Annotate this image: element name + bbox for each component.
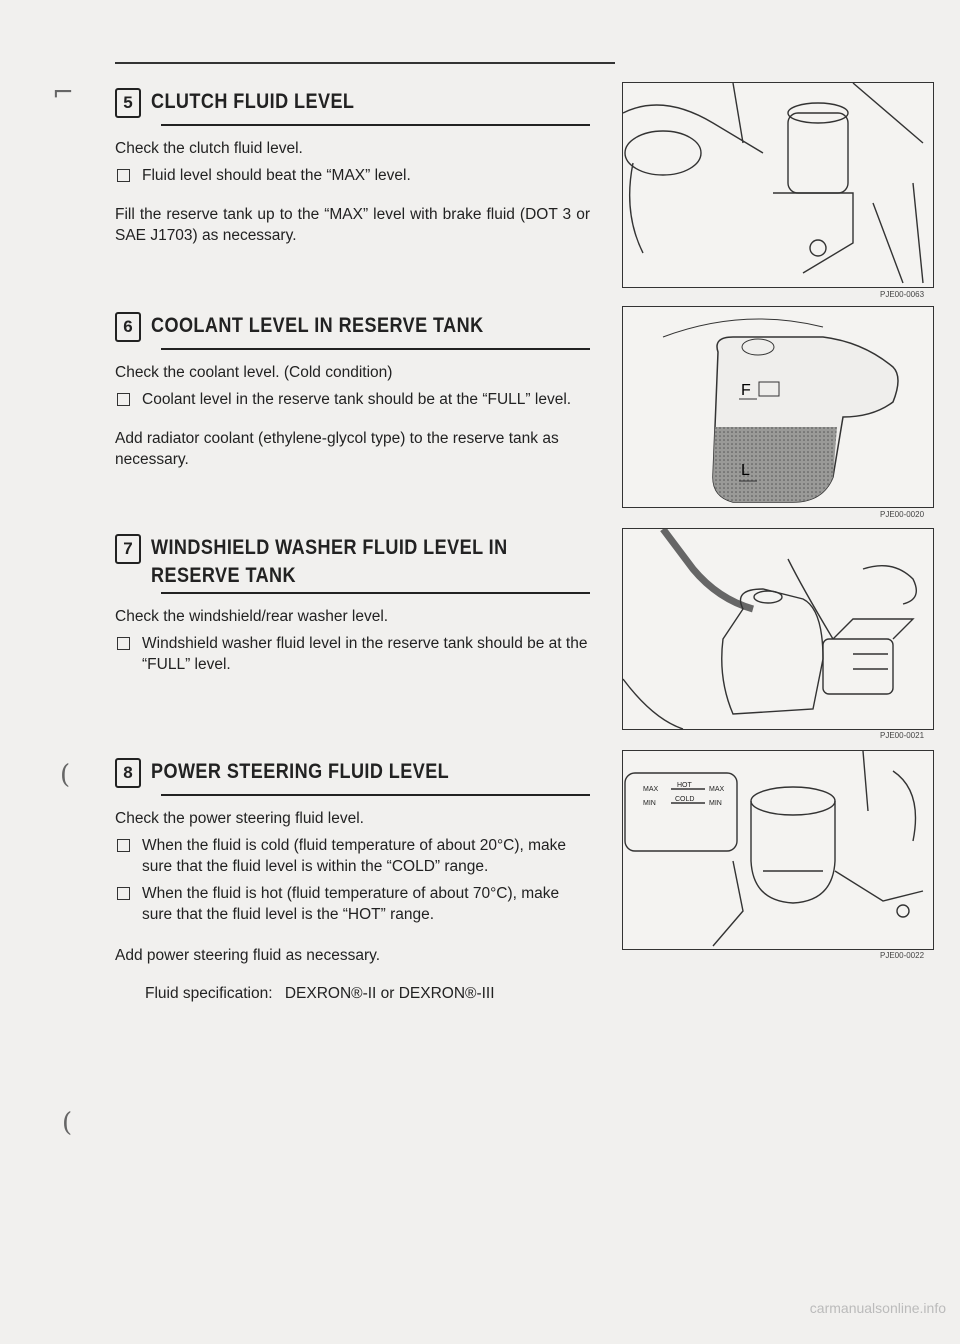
section-number: 7: [115, 534, 141, 564]
figure-coolant-tank: [622, 306, 934, 508]
margin-mark: (: [60, 760, 71, 790]
title-rule: [161, 794, 590, 796]
cold-label: COLD: [675, 796, 695, 803]
power-steering-reservoir-illustration: [623, 751, 933, 949]
checkbox-icon: [117, 169, 130, 182]
section-title: COOLANT LEVEL IN RESERVE TANK: [151, 314, 484, 337]
checkbox-icon: [117, 637, 130, 650]
section-title-line-2: RESERVE TANK: [151, 564, 296, 587]
spec-value: DEXRON®-II or DEXRON®-III: [284, 985, 495, 1002]
checkbox-icon: [117, 887, 130, 900]
margin-mark: (: [62, 1108, 73, 1138]
figure-code: PJE00-0063: [880, 290, 925, 299]
footer-watermark: carmanualsonline.info: [809, 1300, 946, 1316]
min-label-right: MIN: [709, 800, 722, 807]
figure-code: PJE00-0021: [880, 731, 925, 740]
fluid-specification: [145, 985, 503, 1003]
washer-tank-illustration: [623, 529, 933, 729]
checklist-text: Fluid level should beat the “MAX” level.: [142, 167, 411, 184]
coolant-tank-illustration: [623, 307, 933, 507]
section-note: Add radiator coolant (ethylene-glycol type) to the reserve tank as necessary.: [115, 430, 559, 468]
checkbox-icon: [117, 839, 130, 852]
spec-label: Fluid specification:: [145, 985, 273, 1002]
checkbox-icon: [117, 393, 130, 406]
max-label-right: MAX: [709, 786, 725, 793]
section-clutch-fluid: [115, 88, 590, 246]
figure-code: PJE00-0020: [880, 510, 925, 519]
title-rule: [161, 348, 590, 350]
min-label-left: MIN: [643, 800, 656, 807]
section-note: Fill the reserve tank up to the “MAX” level with brake fluid (DOT 3 or SAE J1703) as necessary.: [115, 206, 590, 244]
section-washer-fluid: [115, 534, 590, 675]
section-title: POWER STEERING FLUID LEVEL: [151, 760, 450, 783]
low-mark-label: L: [741, 462, 750, 479]
clutch-reservoir-illustration: [623, 83, 933, 287]
section-title: CLUTCH FLUID LEVEL: [151, 90, 355, 113]
section-intro: Check the windshield/rear washer level.: [115, 608, 389, 625]
section-power-steering: [115, 758, 590, 966]
section-number: 6: [115, 312, 141, 342]
checklist-text: Coolant level in the reserve tank should be at the “FULL” level.: [142, 391, 572, 408]
checklist-text: When the fluid is cold (fluid temperature of about 20°C), make sure that the fluid level is within the “COLD” range.: [142, 837, 567, 875]
section-coolant-level: [115, 312, 590, 470]
checklist-item: [115, 389, 590, 410]
checklist-item: [115, 835, 590, 877]
figure-code: PJE00-0022: [880, 951, 925, 960]
section-title-line-1: WINDSHIELD WASHER FLUID LEVEL IN: [151, 536, 508, 559]
checklist-text: When the fluid is hot (fluid temperature of about 70°C), make sure that the fluid level is the “HOT” range.: [142, 885, 560, 923]
checklist-item: [115, 165, 590, 186]
section-number: 8: [115, 758, 141, 788]
full-mark-label: F: [741, 382, 751, 399]
checklist-item: [115, 883, 590, 925]
section-intro: Check the clutch fluid level.: [115, 140, 303, 157]
checklist-item: [115, 633, 590, 675]
figure-washer-tank: [622, 528, 934, 730]
section-intro: Check the coolant level. (Cold condition): [115, 364, 393, 381]
checklist-text: Windshield washer fluid level in the reserve tank should be at the “FULL” level.: [142, 635, 588, 673]
margin-mark: ⌐: [52, 78, 74, 108]
hot-label: HOT: [677, 782, 692, 789]
section-note: Add power steering fluid as necessary.: [115, 947, 381, 964]
title-rule: [161, 124, 590, 126]
top-rule: [115, 62, 615, 64]
section-number: 5: [115, 88, 141, 118]
max-label-left: MAX: [643, 786, 659, 793]
title-rule: [161, 592, 590, 594]
figure-clutch-reservoir: [622, 82, 934, 288]
figure-power-steering-reservoir: [622, 750, 934, 950]
section-intro: Check the power steering fluid level.: [115, 810, 364, 827]
